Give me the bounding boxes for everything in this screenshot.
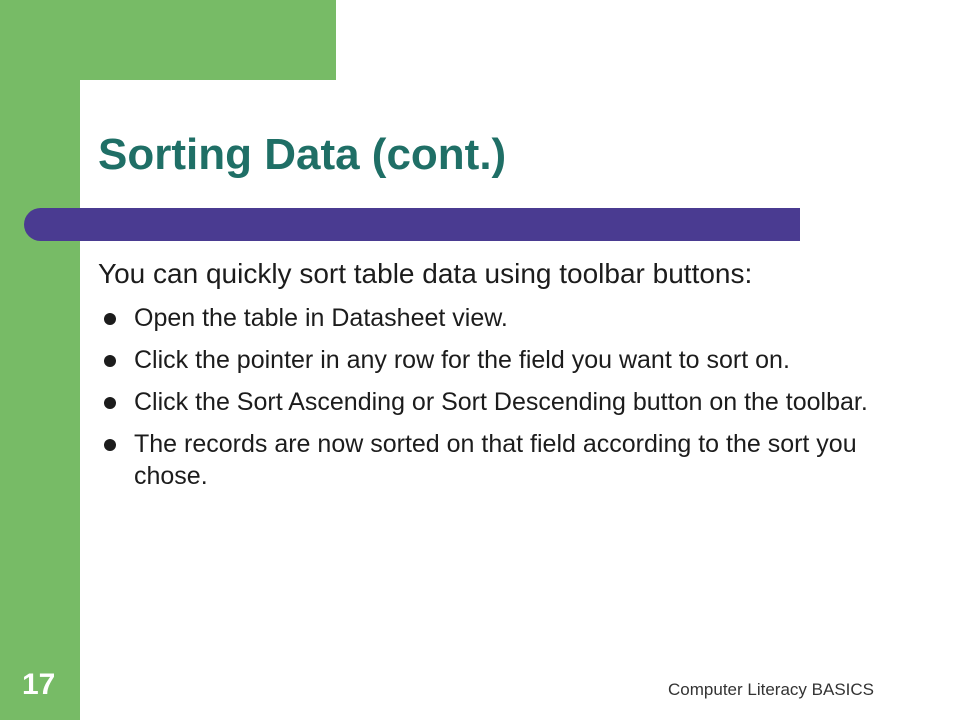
bullet-dot-icon [104, 313, 116, 325]
slide-body [98, 256, 888, 502]
bullet-dot-icon [104, 397, 116, 409]
bullet-text: Click the pointer in any row for the field you want to sort on. [134, 346, 790, 374]
bullet-dot-icon [104, 439, 116, 451]
green-side-strip [0, 0, 80, 720]
bullet-text: Click the Sort Ascending or Sort Descending button on the toolbar. [134, 388, 868, 416]
bullet-item [98, 344, 888, 376]
bullet-text: The records are now sorted on that field according to the sort you chose. [134, 430, 857, 490]
bullet-dot-icon [104, 355, 116, 367]
bullet-item [98, 302, 888, 334]
title-divider-bar [24, 208, 800, 241]
intro-text: You can quickly sort table data using toolbar buttons: [98, 258, 753, 289]
slide-number: 17 [22, 668, 56, 701]
bullet-text: Open the table in Datasheet view. [134, 304, 508, 332]
bullet-list [98, 302, 888, 492]
slide-title: Sorting Data (cont.) [98, 130, 507, 179]
bullet-item [98, 386, 888, 418]
green-top-block [0, 0, 336, 80]
bullet-item [98, 428, 888, 492]
footer-text: Computer Literacy BASICS [668, 680, 874, 699]
